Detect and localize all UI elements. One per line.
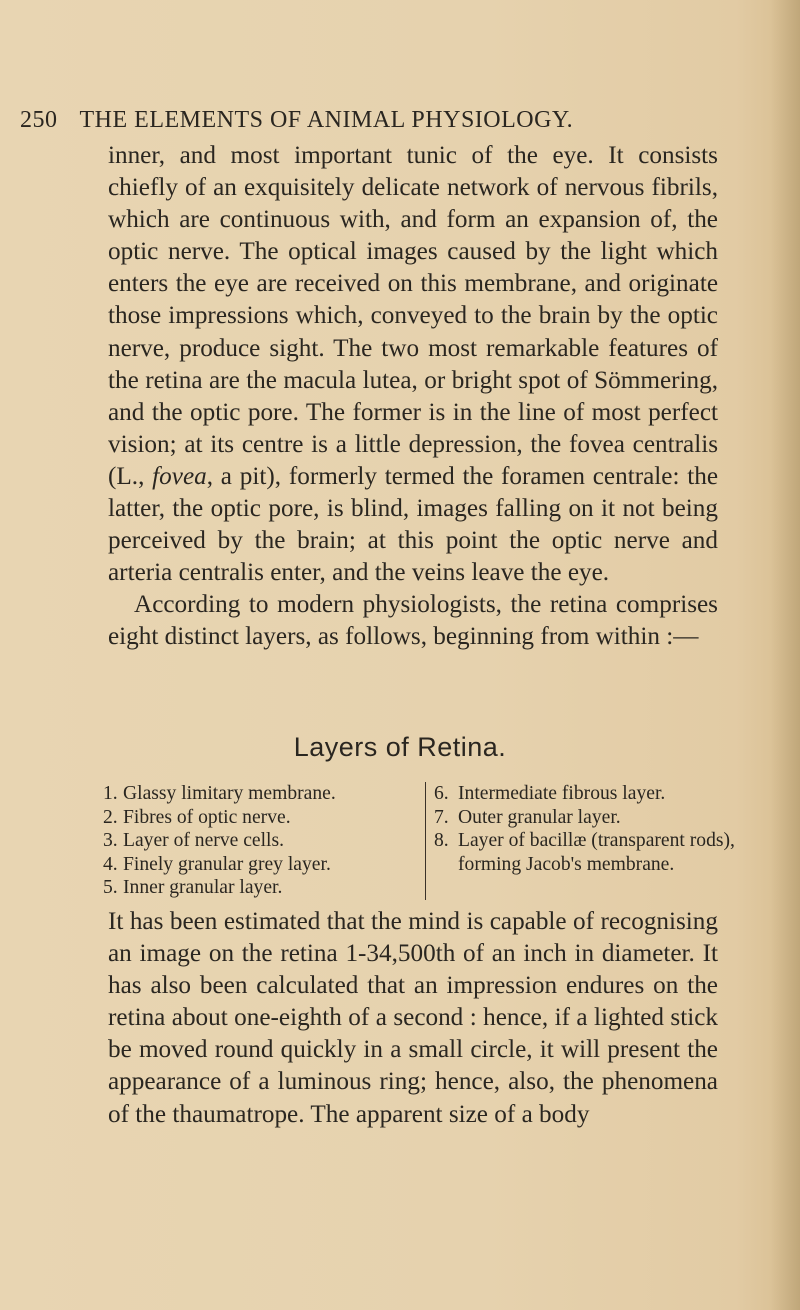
running-title: THE ELEMENTS OF ANIMAL PHYSIOLOGY. (79, 107, 574, 133)
layer-number: 2. (103, 806, 118, 828)
layer-text: Intermediate fibrous layer. (458, 783, 666, 804)
paragraph-retina-estimates: It has been estimated that the mind is capable of recognising an image on the retina 1-34,500th of an inch in diameter. It has also been calculated that an impression endures on the retina about one-eighth of a second : hence, if a lighted stick be moved round quickly in a small circle, it will present the appearance of a luminous ring; hence, also, the phenomena of the thaumatrope. The apparent size of a body (108, 908, 718, 1128)
layer-number: 5. (103, 877, 118, 899)
layer-number: 6. (434, 783, 449, 804)
layer-item (434, 829, 739, 876)
layer-text: Layer of nerve cells. (123, 830, 285, 852)
layer-text: Glassy limitary membrane. (123, 783, 336, 804)
layers-column-left (103, 782, 423, 900)
layer-number: 4. (103, 853, 118, 875)
layer-item (103, 876, 423, 900)
paragraph-text-part-b: , a pit), formerly termed the foramen centrale: the latter, the optic pore, is blind, images falling on it not being perceived by the brain; at this point the optic nerve and arteria centralis enter, and the veins leave the eye. (108, 462, 718, 587)
paragraph-text-part-a: inner, and most important tunic of the eye. It consists chiefly of an exquisitely delicate network of nervous fibrils, which are continuous with, and form an expansion of, the optic nerve. The optical images caused by the light which enters the eye are received on this membrane, and originate those impressions which, conveyed to the brain by the optic nerve, produce sight. The two most remarkable features of the retina are the macula lutea, or bright spot of Sömmering, and the optic pore. The former is in the line of most perfect vision; at its centre is a little depression, the fovea centralis (L., (108, 142, 718, 490)
layer-text: Layer of bacillæ (transparent rods), forming Jacob's membrane. (458, 830, 735, 875)
layer-text: Fibres of optic nerve. (123, 806, 291, 828)
layer-number: 7. (434, 806, 449, 828)
layer-item (103, 853, 423, 877)
layer-number: 3. (103, 830, 118, 852)
layer-number: 1. (103, 783, 118, 804)
page-number: 250 (20, 107, 58, 133)
paragraph-retina-description (108, 140, 718, 589)
layers-heading: Layers of Retina. (293, 732, 507, 762)
italic-term-fovea: fovea (152, 462, 207, 490)
layers-column-right (425, 782, 739, 900)
running-header (20, 107, 720, 134)
layer-item (103, 782, 423, 806)
page-edge-shadow (770, 0, 800, 1310)
main-text-block (108, 140, 718, 654)
closing-text-block (108, 906, 718, 1131)
layer-text: Finely granular grey layer. (123, 853, 331, 875)
layer-number: 8. (434, 830, 449, 852)
layer-item (434, 782, 739, 806)
layer-item (103, 829, 423, 853)
layer-text: Inner granular layer. (123, 877, 283, 899)
layer-item (434, 806, 739, 830)
paragraph-layers-intro: According to modern physiologists, the retina comprises eight distinct layers, as follows, beginning from within :— (108, 591, 718, 651)
layer-text: Outer granular layer. (458, 806, 621, 828)
layer-item (103, 806, 423, 830)
